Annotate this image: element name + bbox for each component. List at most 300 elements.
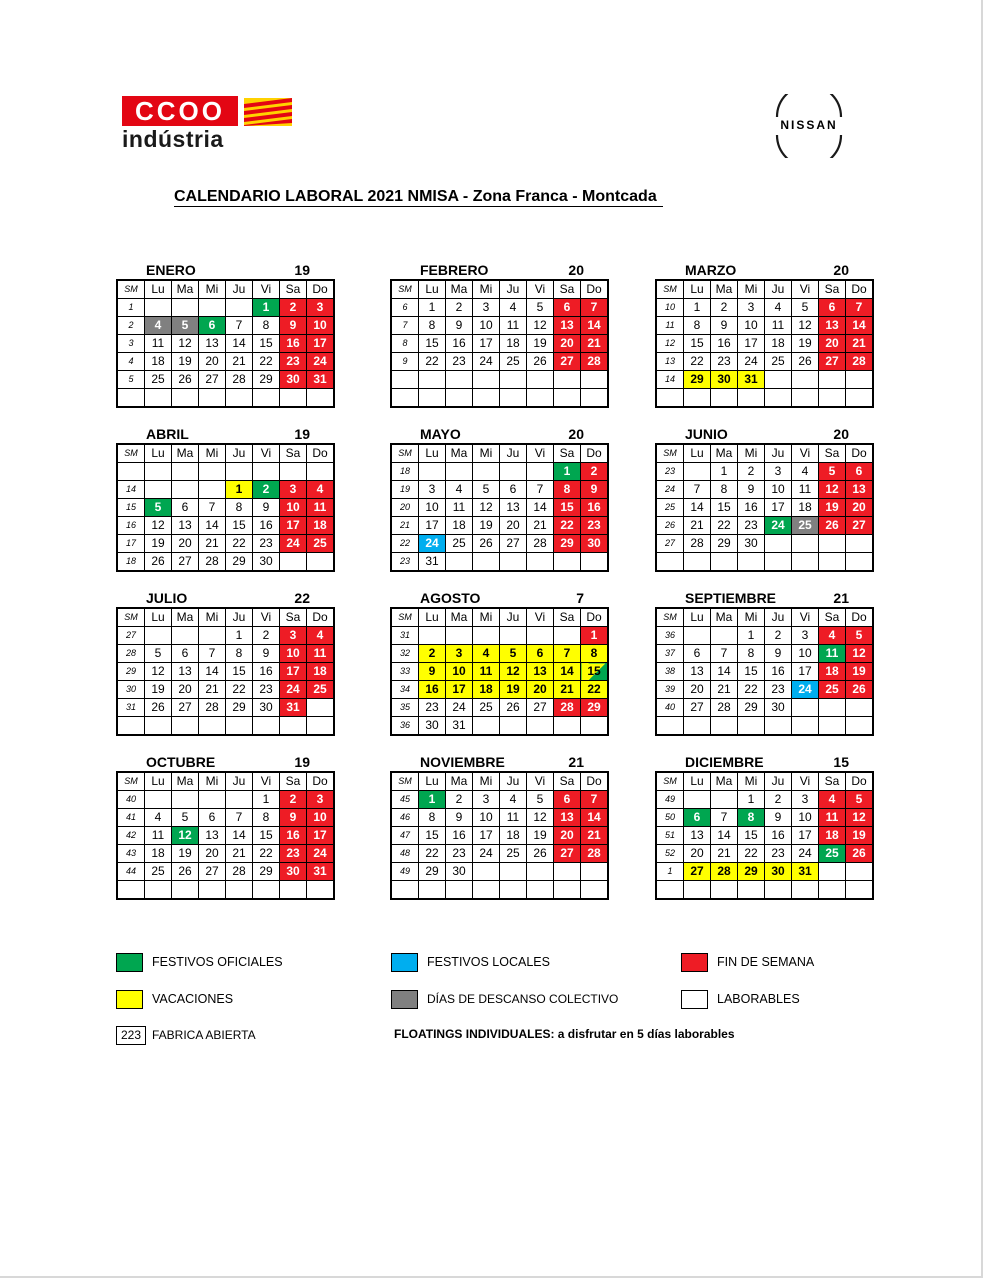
month-calendar-septiembre [655, 589, 879, 736]
day-cell: 14 [554, 663, 581, 681]
day-cell [199, 627, 226, 645]
day-cell: 9 [738, 481, 765, 499]
day-cell: 18 [307, 517, 335, 535]
weekday-header-row [656, 280, 873, 299]
week-number [117, 389, 145, 408]
day-cell: 13 [684, 827, 711, 845]
day-cell [792, 699, 819, 717]
day-cell: 14 [199, 517, 226, 535]
day-cell: 25 [819, 681, 846, 699]
week-row [656, 389, 873, 408]
week-number: 29 [117, 663, 145, 681]
week-row [656, 845, 873, 863]
day-cell [738, 881, 765, 900]
day-cell: 19 [145, 535, 172, 553]
day-cell [711, 791, 738, 809]
day-cell: 13 [819, 317, 846, 335]
day-cell: 12 [792, 317, 819, 335]
day-cell: 18 [819, 663, 846, 681]
day-cell [765, 717, 792, 736]
day-cell: 7 [581, 791, 609, 809]
day-cell: 19 [846, 827, 874, 845]
day-cell: 18 [500, 827, 527, 845]
month-table [116, 771, 335, 900]
day-cell: 17 [419, 517, 446, 535]
day-cell: 17 [792, 827, 819, 845]
day-cell [846, 863, 874, 881]
day-cell: 7 [846, 299, 874, 317]
weekday-header: Lu [684, 772, 711, 791]
month-table [390, 771, 609, 900]
day-cell: 25 [819, 845, 846, 863]
day-cell [307, 881, 335, 900]
day-cell [819, 389, 846, 408]
week-number: 42 [117, 827, 145, 845]
day-cell: 7 [199, 499, 226, 517]
week-number: 8 [391, 335, 419, 353]
day-cell: 19 [846, 663, 874, 681]
week-number-header: SM [117, 280, 145, 299]
day-cell: 18 [145, 353, 172, 371]
day-cell: 24 [280, 535, 307, 553]
weekday-header: Do [581, 444, 609, 463]
day-cell [446, 627, 473, 645]
day-cell: 4 [819, 791, 846, 809]
week-number-header: SM [656, 280, 684, 299]
day-cell: 15 [581, 663, 609, 681]
day-cell: 27 [527, 699, 554, 717]
day-cell: 22 [253, 353, 280, 371]
week-number: 51 [656, 827, 684, 845]
week-row [656, 481, 873, 499]
legend-label: VACACIONES [152, 992, 234, 1006]
day-cell: 29 [226, 699, 253, 717]
day-cell [846, 535, 874, 553]
day-cell: 31 [419, 553, 446, 572]
day-cell: 23 [446, 353, 473, 371]
week-number: 27 [656, 535, 684, 553]
day-cell: 20 [172, 681, 199, 699]
week-number [656, 389, 684, 408]
day-cell: 26 [792, 353, 819, 371]
month-working-days: 19 [294, 754, 310, 770]
day-cell: 18 [145, 845, 172, 863]
day-cell: 23 [711, 353, 738, 371]
weekday-header: Ma [172, 608, 199, 627]
week-row [117, 791, 334, 809]
weekday-header: Mi [199, 608, 226, 627]
weekday-header: Lu [684, 444, 711, 463]
day-cell: 4 [446, 481, 473, 499]
day-cell: 13 [199, 335, 226, 353]
day-cell [446, 371, 473, 389]
day-cell: 9 [280, 809, 307, 827]
day-cell: 28 [199, 553, 226, 572]
day-cell [711, 389, 738, 408]
day-cell: 29 [419, 863, 446, 881]
week-number: 22 [391, 535, 419, 553]
weekday-header: Lu [419, 280, 446, 299]
weekday-header: Sa [819, 444, 846, 463]
day-cell: 10 [446, 663, 473, 681]
week-row [656, 517, 873, 535]
day-cell: 24 [307, 353, 335, 371]
day-cell [527, 627, 554, 645]
month-table [116, 279, 335, 408]
week-number: 46 [391, 809, 419, 827]
month-calendar-agosto [390, 589, 614, 736]
day-cell [145, 463, 172, 481]
day-cell: 8 [554, 481, 581, 499]
week-row [391, 335, 608, 353]
weekday-header: Ma [446, 444, 473, 463]
week-row [117, 335, 334, 353]
day-cell [253, 463, 280, 481]
day-cell: 28 [581, 353, 609, 371]
month-name: DICIEMBRE [685, 754, 764, 770]
day-cell: 11 [473, 663, 500, 681]
month-working-days: 21 [568, 754, 584, 770]
day-cell: 2 [738, 463, 765, 481]
week-number: 49 [391, 863, 419, 881]
week-row [656, 499, 873, 517]
day-cell [792, 535, 819, 553]
day-cell: 16 [280, 827, 307, 845]
week-number: 34 [391, 681, 419, 699]
day-cell: 8 [581, 645, 609, 663]
week-number: 14 [117, 481, 145, 499]
week-number: 27 [117, 627, 145, 645]
day-cell: 13 [846, 481, 874, 499]
week-number-header: SM [117, 772, 145, 791]
day-cell: 16 [280, 335, 307, 353]
day-cell: 24 [792, 845, 819, 863]
month-header [390, 425, 614, 443]
weekday-header: Sa [554, 772, 581, 791]
day-cell: 21 [199, 681, 226, 699]
day-cell [145, 881, 172, 900]
week-row [656, 717, 873, 736]
week-row [391, 663, 608, 681]
day-cell [280, 553, 307, 572]
day-cell [172, 481, 199, 499]
week-row [391, 645, 608, 663]
day-cell [199, 791, 226, 809]
day-cell: 5 [846, 627, 874, 645]
month-working-days: 22 [294, 590, 310, 606]
day-cell: 11 [307, 499, 335, 517]
week-row [656, 353, 873, 371]
day-cell: 23 [738, 517, 765, 535]
weekday-header-row [117, 608, 334, 627]
week-row [117, 535, 334, 553]
day-cell: 5 [145, 499, 172, 517]
day-cell: 2 [253, 627, 280, 645]
day-cell [527, 463, 554, 481]
day-cell: 28 [527, 535, 554, 553]
day-cell: 29 [738, 699, 765, 717]
day-cell [226, 881, 253, 900]
weekday-header: Do [307, 444, 335, 463]
day-cell: 17 [446, 681, 473, 699]
month-header [655, 589, 879, 607]
day-cell [446, 553, 473, 572]
day-cell [307, 717, 335, 736]
week-number: 1 [117, 299, 145, 317]
day-cell: 14 [199, 663, 226, 681]
legend-label: DÍAS DE DESCANSO COLECTIVO [427, 992, 619, 1006]
day-cell: 19 [172, 353, 199, 371]
week-number: 10 [656, 299, 684, 317]
day-cell: 1 [253, 791, 280, 809]
week-row [117, 809, 334, 827]
day-cell: 25 [500, 353, 527, 371]
week-number: 32 [391, 645, 419, 663]
day-cell [684, 627, 711, 645]
day-cell [199, 463, 226, 481]
week-number [391, 371, 419, 389]
day-cell: 24 [738, 353, 765, 371]
day-cell: 3 [307, 299, 335, 317]
day-cell [527, 389, 554, 408]
day-cell [500, 463, 527, 481]
day-cell: 16 [581, 499, 609, 517]
day-cell: 6 [172, 645, 199, 663]
legend-label: FIN DE SEMANA [717, 955, 815, 969]
day-cell: 20 [527, 681, 554, 699]
weekday-header: Ma [446, 608, 473, 627]
month-name: ENERO [146, 262, 196, 278]
day-cell [145, 627, 172, 645]
week-number-header: SM [656, 608, 684, 627]
month-working-days: 19 [294, 262, 310, 278]
legend-swatch-red [681, 953, 708, 972]
month-header [390, 589, 614, 607]
day-cell: 21 [711, 681, 738, 699]
month-calendar-marzo [655, 261, 879, 408]
day-cell: 6 [684, 809, 711, 827]
week-row [391, 517, 608, 535]
day-cell: 3 [765, 463, 792, 481]
day-cell: 1 [419, 299, 446, 317]
day-cell [145, 717, 172, 736]
day-cell [446, 389, 473, 408]
day-cell: 27 [199, 371, 226, 389]
day-cell: 9 [581, 481, 609, 499]
week-row [117, 663, 334, 681]
week-row [391, 699, 608, 717]
week-row [117, 317, 334, 335]
day-cell: 27 [500, 535, 527, 553]
day-cell [527, 863, 554, 881]
weekday-header: Do [307, 280, 335, 299]
week-number: 36 [391, 717, 419, 736]
day-cell [199, 717, 226, 736]
week-row [117, 881, 334, 900]
weekday-header-row [391, 280, 608, 299]
day-cell: 10 [280, 499, 307, 517]
day-cell: 2 [765, 627, 792, 645]
day-cell [846, 881, 874, 900]
day-cell [419, 371, 446, 389]
month-header [655, 753, 879, 771]
day-cell [738, 389, 765, 408]
day-cell: 7 [199, 645, 226, 663]
month-working-days: 7 [576, 590, 584, 606]
weekday-header-row [117, 444, 334, 463]
day-cell: 30 [446, 863, 473, 881]
day-cell: 22 [226, 681, 253, 699]
day-cell: 8 [226, 499, 253, 517]
day-cell: 5 [792, 299, 819, 317]
weekday-header-row [117, 772, 334, 791]
day-cell: 29 [581, 699, 609, 717]
week-number: 5 [117, 371, 145, 389]
day-cell: 21 [554, 681, 581, 699]
day-cell: 22 [419, 353, 446, 371]
day-cell: 25 [145, 371, 172, 389]
day-cell: 29 [226, 553, 253, 572]
day-cell: 16 [765, 827, 792, 845]
weekday-header: Vi [253, 608, 280, 627]
day-cell: 1 [581, 627, 609, 645]
day-cell: 6 [199, 317, 226, 335]
month-header [390, 753, 614, 771]
day-cell: 18 [792, 499, 819, 517]
day-cell [473, 389, 500, 408]
week-number: 50 [656, 809, 684, 827]
day-cell [280, 463, 307, 481]
day-cell: 19 [527, 827, 554, 845]
month-calendar-mayo [390, 425, 614, 572]
month-name: MAYO [420, 426, 461, 442]
day-cell: 16 [738, 499, 765, 517]
week-row [391, 371, 608, 389]
day-cell [684, 553, 711, 572]
day-cell: 31 [792, 863, 819, 881]
day-cell [554, 717, 581, 736]
day-cell: 18 [500, 335, 527, 353]
day-cell: 24 [280, 681, 307, 699]
day-cell: 30 [280, 371, 307, 389]
day-cell [711, 627, 738, 645]
day-cell [554, 389, 581, 408]
week-row [391, 499, 608, 517]
week-row [656, 535, 873, 553]
day-cell: 2 [419, 645, 446, 663]
day-cell: 28 [846, 353, 874, 371]
day-cell: 25 [500, 845, 527, 863]
day-cell: 18 [819, 827, 846, 845]
day-cell: 12 [172, 335, 199, 353]
day-cell [253, 717, 280, 736]
weekday-header: Ju [226, 772, 253, 791]
day-cell [172, 463, 199, 481]
week-row [656, 463, 873, 481]
day-cell [473, 553, 500, 572]
day-cell: 8 [419, 317, 446, 335]
day-cell: 24 [473, 353, 500, 371]
day-cell: 2 [446, 791, 473, 809]
day-cell: 20 [684, 681, 711, 699]
week-number-header: SM [117, 608, 145, 627]
day-cell: 25 [145, 863, 172, 881]
weekday-header: Sa [280, 444, 307, 463]
day-cell [765, 553, 792, 572]
week-row [391, 845, 608, 863]
day-cell: 26 [172, 371, 199, 389]
weekday-header: Do [581, 608, 609, 627]
day-cell: 7 [684, 481, 711, 499]
nissan-wordmark: NISSAN [780, 118, 838, 132]
weekday-header: Mi [473, 280, 500, 299]
week-number: 40 [656, 699, 684, 717]
day-cell [792, 553, 819, 572]
week-number [391, 881, 419, 900]
day-cell [684, 717, 711, 736]
day-cell: 8 [226, 645, 253, 663]
day-cell [684, 463, 711, 481]
day-cell [226, 299, 253, 317]
day-cell: 14 [711, 827, 738, 845]
week-row [391, 809, 608, 827]
week-number: 24 [656, 481, 684, 499]
day-cell: 31 [307, 371, 335, 389]
week-number-header: SM [117, 444, 145, 463]
day-cell: 19 [172, 845, 199, 863]
day-cell [500, 553, 527, 572]
month-table [655, 443, 874, 572]
day-cell [446, 881, 473, 900]
day-cell: 10 [473, 317, 500, 335]
day-cell: 28 [581, 845, 609, 863]
day-cell: 11 [819, 809, 846, 827]
week-number-header: SM [391, 772, 419, 791]
legend-label: FESTIVOS LOCALES [427, 955, 550, 969]
day-cell: 8 [738, 645, 765, 663]
day-cell [307, 463, 335, 481]
week-row [391, 827, 608, 845]
legend-label: LABORABLES [717, 992, 800, 1006]
month-header [116, 425, 340, 443]
week-number: 2 [117, 317, 145, 335]
weekday-header: Ju [765, 280, 792, 299]
day-cell: 26 [500, 699, 527, 717]
day-cell: 23 [419, 699, 446, 717]
day-cell: 12 [527, 317, 554, 335]
weekday-header: Lu [145, 444, 172, 463]
weekday-header: Do [581, 772, 609, 791]
day-cell: 14 [684, 499, 711, 517]
day-cell: 4 [792, 463, 819, 481]
day-cell [253, 389, 280, 408]
week-number: 17 [117, 535, 145, 553]
day-cell [819, 863, 846, 881]
day-cell: 16 [446, 335, 473, 353]
day-cell: 27 [554, 845, 581, 863]
day-cell [307, 389, 335, 408]
day-cell: 26 [527, 845, 554, 863]
weekday-header: Ju [226, 280, 253, 299]
month-table [390, 279, 609, 408]
day-cell: 2 [280, 791, 307, 809]
day-cell: 8 [253, 809, 280, 827]
weekday-header: Ma [172, 280, 199, 299]
day-cell: 17 [738, 335, 765, 353]
day-cell: 26 [846, 845, 874, 863]
day-cell: 27 [554, 353, 581, 371]
week-number: 19 [391, 481, 419, 499]
